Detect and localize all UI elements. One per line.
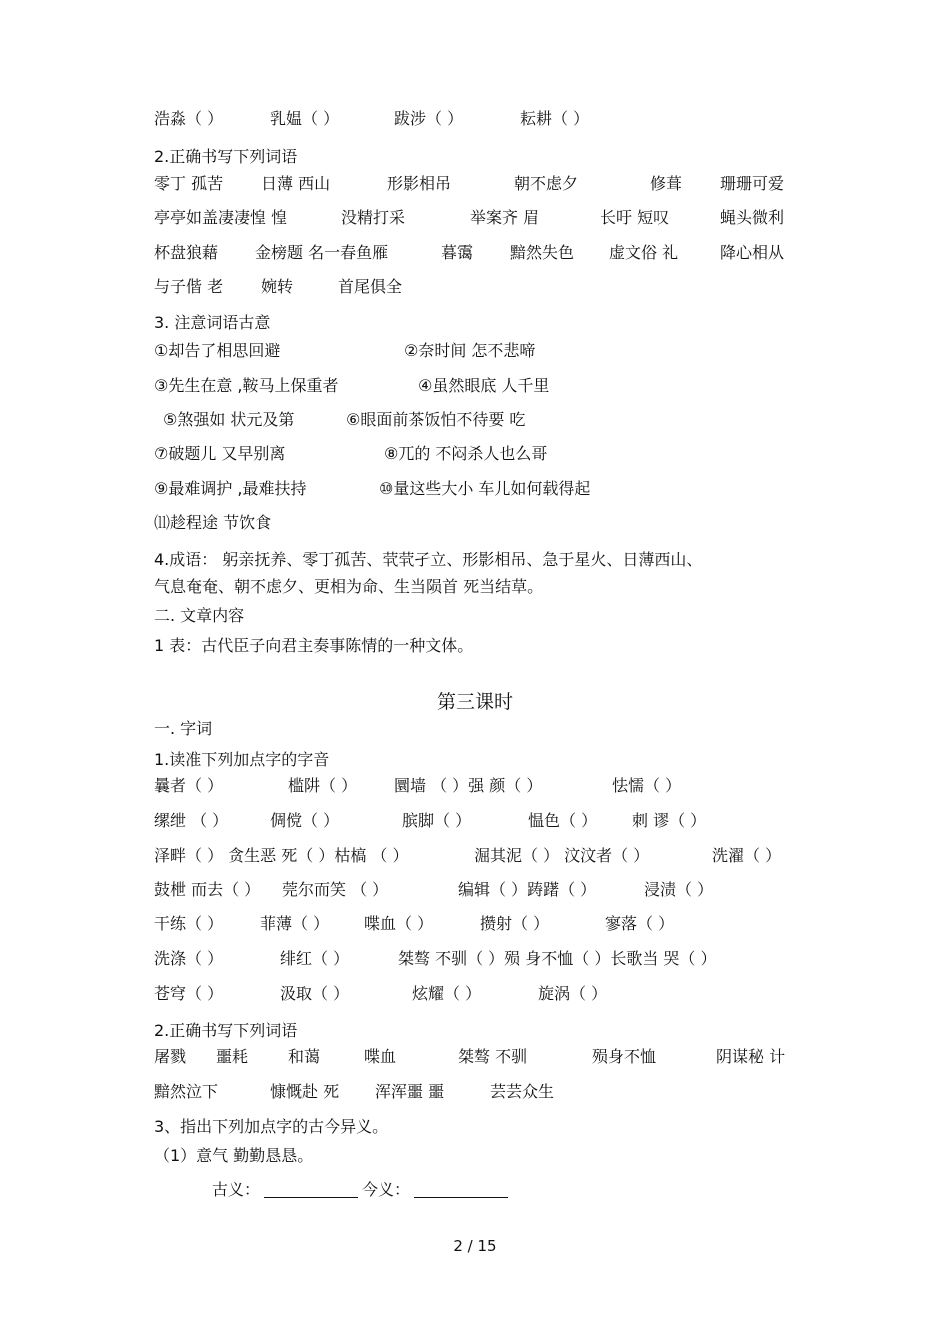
word-item: 桀骜 不驯 [458,1047,528,1066]
pinyin-item: 攒射（ ） [480,914,550,933]
word-row [154,1081,804,1103]
pinyin-item: 喋血（ ） [364,914,434,933]
pinyin-item: 膑脚（ ） [402,811,472,830]
word-row [154,207,804,229]
pinyin-item: 圜墙 （ ）强 颜（ ） [394,776,543,795]
gu-yi-item: ⑤煞强如 状元及第 [163,410,295,429]
pinyin-row [154,775,804,797]
pinyin-item: 莞尔而笑 （ ） [282,880,389,899]
pinyin-item: 耘耕（ ） [520,109,590,128]
word-item: 屠戮 [154,1047,187,1066]
word-item: 虚文俗 礼 [609,243,679,262]
section-heading: 3、指出下列加点字的古今异义。 [154,1117,389,1136]
gu-yi-row [154,478,804,500]
word-item: 珊珊可爱 [720,174,785,193]
section-heading: 一. 字词 [154,719,213,738]
pinyin-item: 怯懦（ ） [612,776,682,795]
pinyin-item: 跋涉（ ） [394,109,464,128]
gu-yi-row [154,409,804,431]
word-item: 婉转 [261,277,294,296]
word-item: 杯盘狼藉 [154,243,219,262]
word-row [154,242,804,264]
pinyin-item: 刺 谬（ ） [632,811,707,830]
pinyin-item: 旋涡（ ） [538,984,608,1003]
jin-yi-label: 今义： [362,1180,411,1199]
pinyin-row [154,810,804,832]
word-item: 芸芸众生 [490,1082,555,1101]
word-row [154,1046,804,1068]
gu-yi-item: ②奈时间 怎不悲啼 [404,341,536,360]
pinyin-item: 浸渍（ ） [644,880,714,899]
pinyin-item: 洗濯（ ） [712,846,782,865]
word-item: 和蔼 [288,1047,321,1066]
word-item: 零丁 孤苦 [154,174,224,193]
idiom-line: 气息奄奄、朝不虑夕、更相为命、生当陨首 死当结草。 [154,577,544,596]
gu-yi-item: ①却告了相思回避 [154,341,281,360]
word-item: 浑浑噩 噩 [375,1082,445,1101]
section-heading: 2.正确书写下列词语 [154,147,298,166]
word-row [154,276,804,298]
word-item: 黯然泣下 [154,1082,219,1101]
answer-blank-gu[interactable] [264,1181,358,1198]
pinyin-item: 愠色（ ） [528,811,598,830]
word-item: 与子偕 老 [154,277,224,296]
pinyin-row [154,108,804,130]
pinyin-item: 绯红（ ） [280,949,350,968]
pinyin-item: 桀骜 不驯（ ）殒 身不恤（ ）长歌当 哭（ ） [398,949,717,968]
pinyin-item: 浩淼（ ） [154,109,224,128]
pinyin-item: 倜傥（ ） [270,811,340,830]
word-item: 噩耗 [216,1047,249,1066]
word-item: 黯然失色 [510,243,575,262]
word-item: 慷慨赴 死 [270,1082,340,1101]
word-item: 亭亭如盖凄凄惶 惶 [154,208,288,227]
pinyin-row [154,845,804,867]
word-item: 降心相从 [720,243,785,262]
gu-yi-label: 古义： [212,1180,261,1199]
word-item: 喋血 [364,1047,397,1066]
answer-blank-jin[interactable] [414,1181,508,1198]
pinyin-item: 缧绁 （ ） [154,811,229,830]
word-item: 首尾俱全 [338,277,403,296]
section-heading: 二. 文章内容 [154,606,245,625]
pinyin-item: 洗涤（ ） [154,949,224,968]
pinyin-row [154,879,804,901]
gu-yi-item: ⑧兀的 不闷杀人也么哥 [384,444,548,463]
gu-yi-row [154,443,804,465]
word-item: 殒身不恤 [592,1047,657,1066]
pinyin-item: 泽畔（ ） 贪生恶 死（ ）枯槁 （ ） [154,846,409,865]
pinyin-row [154,983,804,1005]
word-item: 蝇头微利 [720,208,785,227]
pinyin-row [154,913,804,935]
word-row [154,173,804,195]
text-line: 1 表：古代臣子向君主奏事陈情的一种文体。 [154,636,474,655]
page-number: 2 / 15 [453,1237,497,1255]
gu-yi-item: ⑩量这些大小 车儿如何载得起 [379,479,591,498]
gu-yi-item: ⑾趁程途 节饮食 [154,513,272,532]
page-title: 第三课时 [436,691,513,713]
gu-yi-item: ⑥眼面前茶饭怕不待要 吃 [346,410,526,429]
gu-yi-item: ⑨最难调护 ,最难扶持 [154,479,307,498]
answer-line [212,1179,512,1201]
section-heading: 2.正确书写下列词语 [154,1021,298,1040]
pinyin-item: 菲薄（ ） [260,914,330,933]
pinyin-item: 鼓枻 而去（ ） [154,880,261,899]
gu-yi-item: ④虽然眼底 人千里 [418,376,550,395]
word-item: 朝不虑夕 [514,174,579,193]
word-item: 金榜题 名一春鱼雁 [255,243,389,262]
idiom-line: 4.成语： 躬亲抚养、零丁孤苦、茕茕孑立、形影相吊、急于星火、日薄西山、 [154,550,703,569]
word-item: 没精打采 [341,208,406,227]
pinyin-item: 苍穹（ ） [154,984,224,1003]
gu-yi-item: ⑦破题儿 又早别离 [154,444,286,463]
pinyin-item: 干练（ ） [154,914,224,933]
word-item: 日薄 西山 [261,174,331,193]
word-item: 阴谋秘 计 [716,1047,786,1066]
word-item: 举案齐 眉 [470,208,540,227]
word-item: 形影相吊 [387,174,452,193]
gu-yi-row [154,375,804,397]
pinyin-item: 曩者（ ） [154,776,224,795]
pinyin-item: 槛阱（ ） [288,776,358,795]
section-heading: 3. 注意词语古意 [154,313,271,332]
gu-yi-row [154,340,804,362]
pinyin-item: 寥落（ ） [605,914,675,933]
word-item: 暮霭 [441,243,474,262]
pinyin-item: 汲取（ ） [280,984,350,1003]
pinyin-row [154,948,804,970]
section-heading: 1.读准下列加点字的字音 [154,750,330,769]
pinyin-item: 淈其泥（ ） 汶汶者（ ） [474,846,650,865]
word-item: 长吁 短叹 [600,208,670,227]
pinyin-item: 乳媪（ ） [270,109,340,128]
pinyin-item: 编辑（ ）踌躇（ ） [458,880,597,899]
pinyin-item: 炫耀（ ） [412,984,482,1003]
word-item: 修葺 [650,174,683,193]
question-line: （1）意气 勤勤恳恳。 [154,1146,314,1165]
gu-yi-item: ③先生在意 ,鞍马上保重者 [154,376,339,395]
